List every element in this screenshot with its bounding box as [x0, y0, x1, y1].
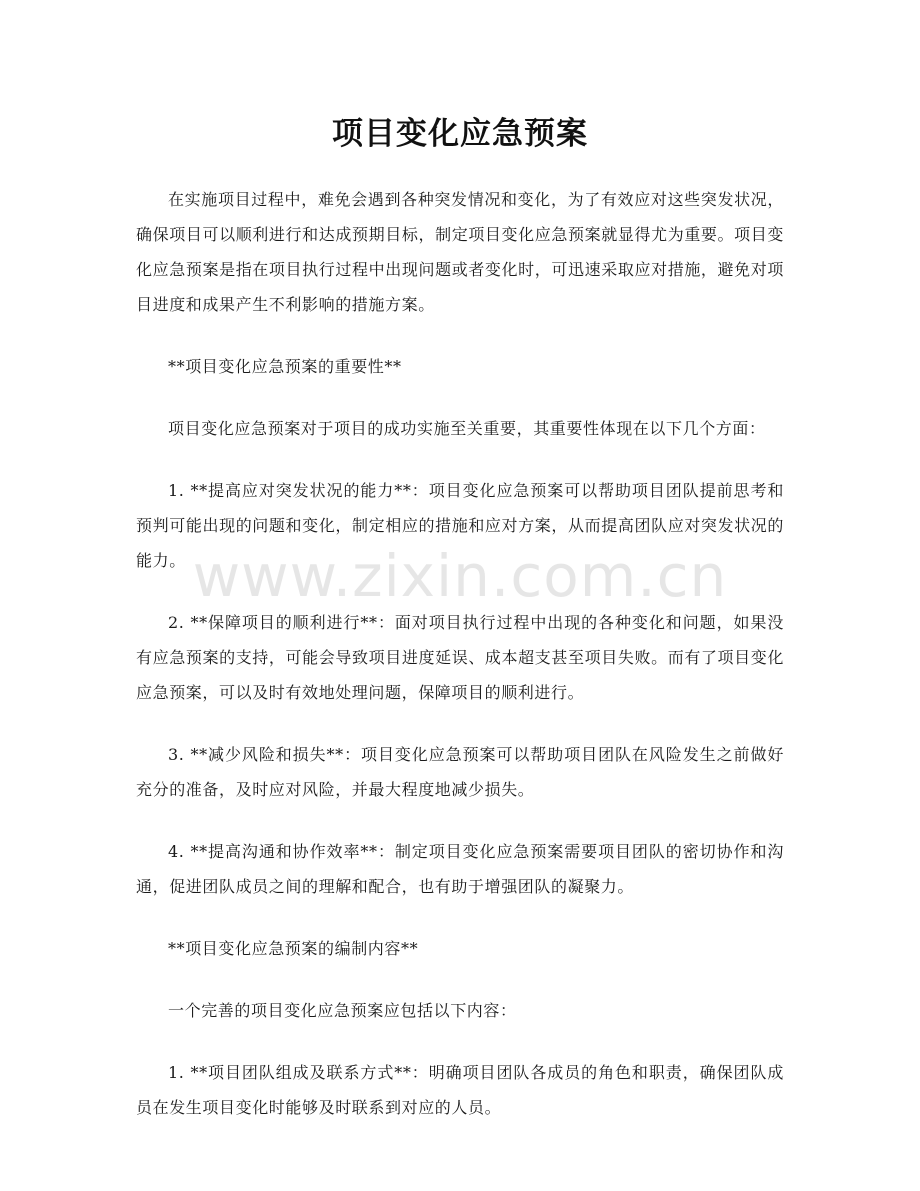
document-title: 项目变化应急预案 [332, 116, 588, 152]
paragraph-importance-intro: 项目变化应急预案对于项目的成功实施至关重要，其重要性体现在以下几个方面： [168, 419, 766, 438]
watermark: www.zixin.com.cn [192, 542, 728, 610]
section-heading-importance: **项目变化应急预案的重要性** [168, 357, 402, 376]
section-heading-contents: **项目变化应急预案的编制内容** [168, 939, 419, 958]
list-item-importance-4: 4. **提高沟通和协作效率**：制定项目变化应急预案需要项目团队的密切协作和沟通，促进团队成员之间的理解和配合，也有助于增强团队的凝聚力。 [136, 842, 784, 896]
paragraph-intro: 在实施项目过程中，难免会遇到各种突发情况和变化，为了有效应对这些突发状况，确保项目可以顺利进行和达成预期目标，制定项目变化应急预案就显得尤为重要。项目变化应急预案是指在项目执行过程中出现问题或者变化时，可迅速采取应对措施，避免对项目进度和成果产生不利影响的措施方案。 [136, 190, 784, 314]
list-item-contents-1: 1. **项目团队组成及联系方式**：明确项目团队各成员的角色和职责，确保团队成员在发生项目变化时能够及时联系到对应的人员。 [136, 1063, 784, 1117]
list-item-importance-1: 1. **提高应对突发状况的能力**：项目变化应急预案可以帮助项目团队提前思考和预判可能出现的问题和变化，制定相应的措施和应对方案，从而提高团队应对突发状况的能力。 [136, 481, 784, 570]
document-body [136, 182, 784, 1152]
paragraph-contents-intro: 一个完善的项目变化应急预案应包括以下内容： [168, 1001, 517, 1020]
list-item-importance-3: 3. **减少风险和损失**：项目变化应急预案可以帮助项目团队在风险发生之前做好充分的准备，及时应对风险，并最大程度地减少损失。 [136, 745, 784, 799]
list-item-importance-2: 2. **保障项目的顺利进行**：面对项目执行过程中出现的各种变化和问题，如果没有应急预案的支持，可能会导致项目进度延误、成本超支甚至项目失败。而有了项目变化应急预案，可以及时有效地处理问题，保障项目的顺利进行。 [136, 613, 784, 702]
